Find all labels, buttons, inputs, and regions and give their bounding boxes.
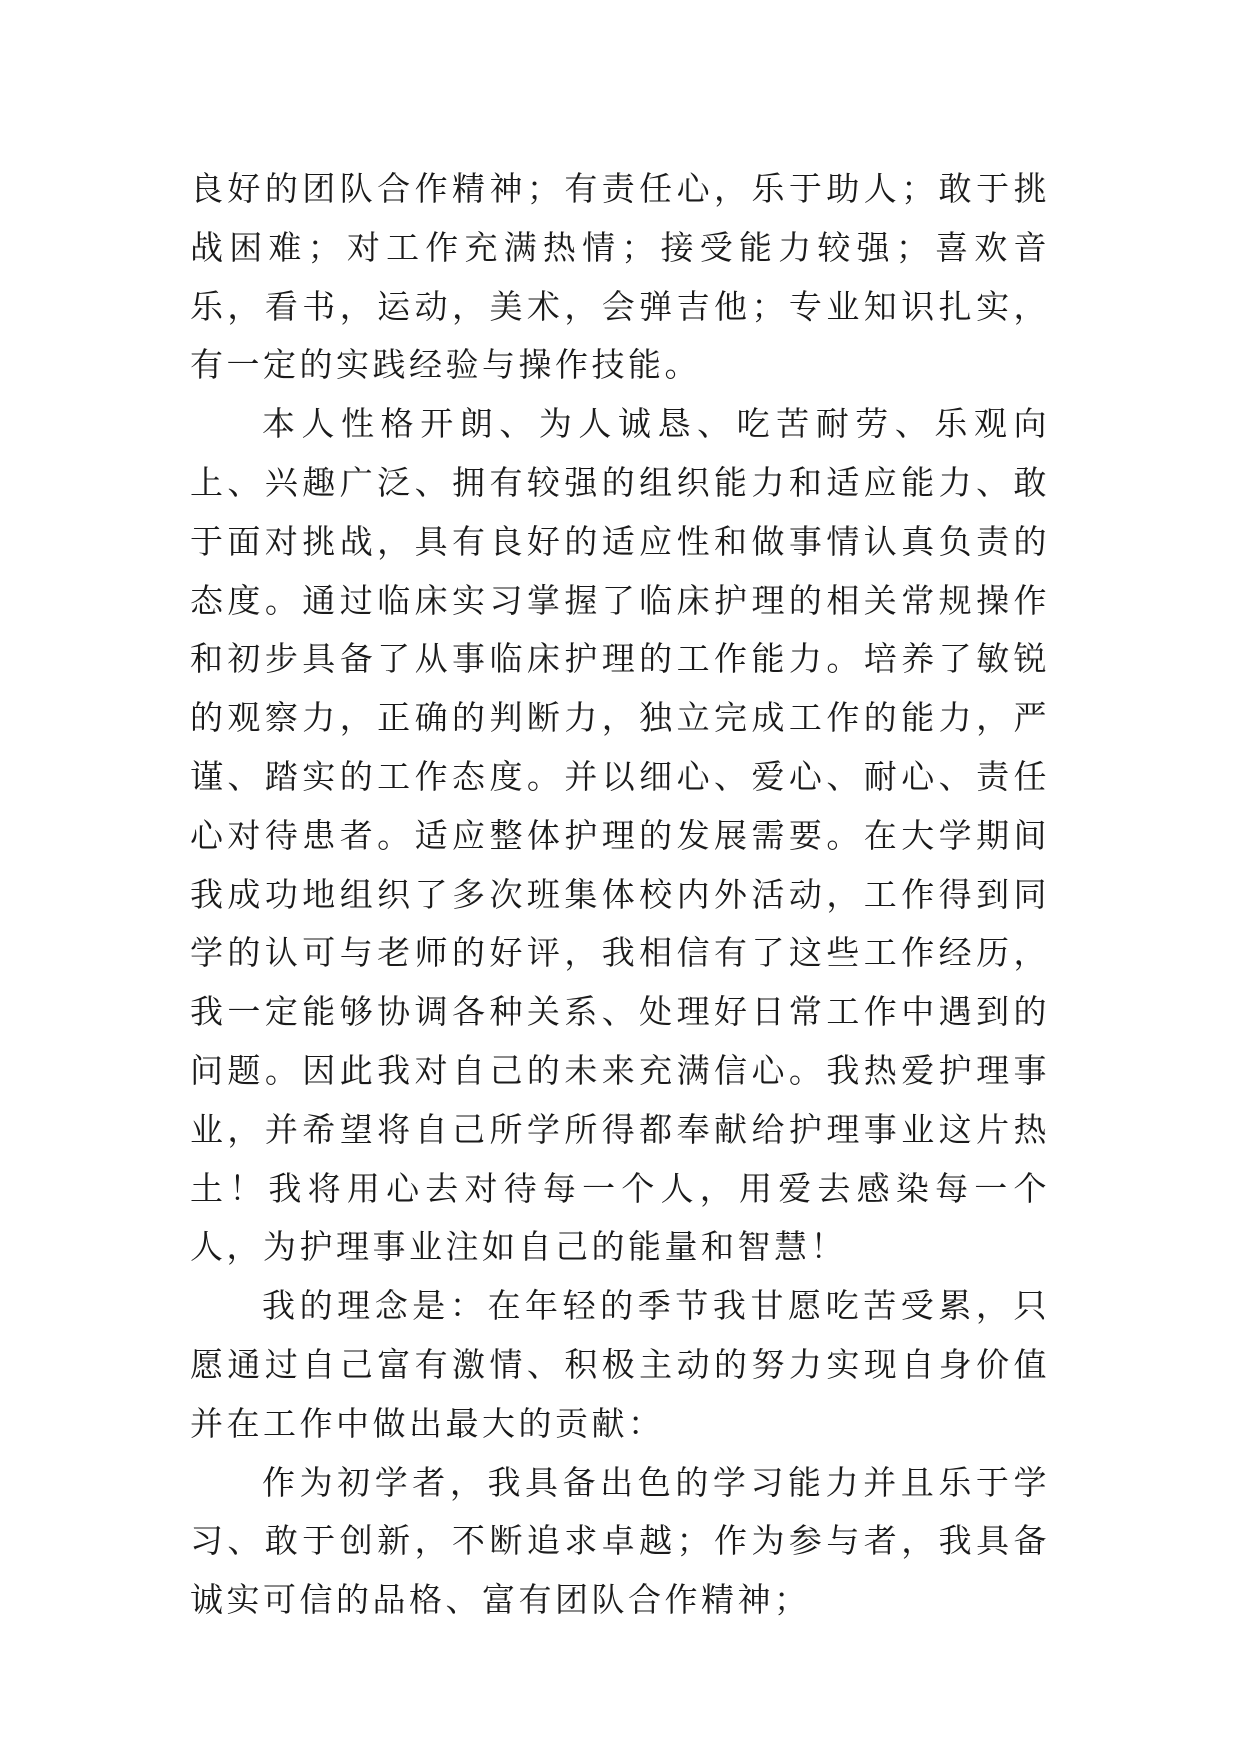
document-body <box>190 160 1050 1630</box>
paragraph-personality: 本人性格开朗、为人诚恳、吃苦耐劳、乐观向上、兴趣广泛、拥有较强的组织能力和适应能力、敢于面对挑战，具有良好的适应性和做事情认真负责的态度。通过临床实习掌握了临床护理的相关常规操作和初步具备了从事临床护理的工作能力。培养了敏锐的观察力，正确的判断力，独立完成工作的能力，严谨、踏实的工作态度。并以细心、爱心、耐心、责任心对待患者。适应整体护理的发展需要。在大学期间我成功地组织了多次班集体校内外活动，工作得到同学的认可与老师的好评，我相信有了这些工作经历，我一定能够协调各种关系、处理好日常工作中遇到的问题。因此我对自己的未来充满信心。我热爱护理事业，并希望将自己所学所得都奉献给护理事业这片热土！我将用心去对待每一个人，用爱去感染每一个人，为护理事业注如自己的能量和智慧！ <box>190 404 1050 1267</box>
paragraph-philosophy: 我的理念是：在年轻的季节我甘愿吃苦受累，只愿通过自己富有激情、积极主动的努力实现自身价值并在工作中做出最大的贡献： <box>190 1286 1050 1443</box>
paragraph-learner: 作为初学者，我具备出色的学习能力并且乐于学习、敢于创新，不断追求卓越；作为参与者，我具备诚实可信的品格、富有团队合作精神； <box>190 1462 1050 1620</box>
paragraph-continuation: 良好的团队合作精神；有责任心，乐于助人；敢于挑战困难；对工作充满热情；接受能力较强；喜欢音乐，看书，运动，美术，会弹吉他；专业知识扎实，有一定的实践经验与操作技能。 <box>190 169 1050 385</box>
